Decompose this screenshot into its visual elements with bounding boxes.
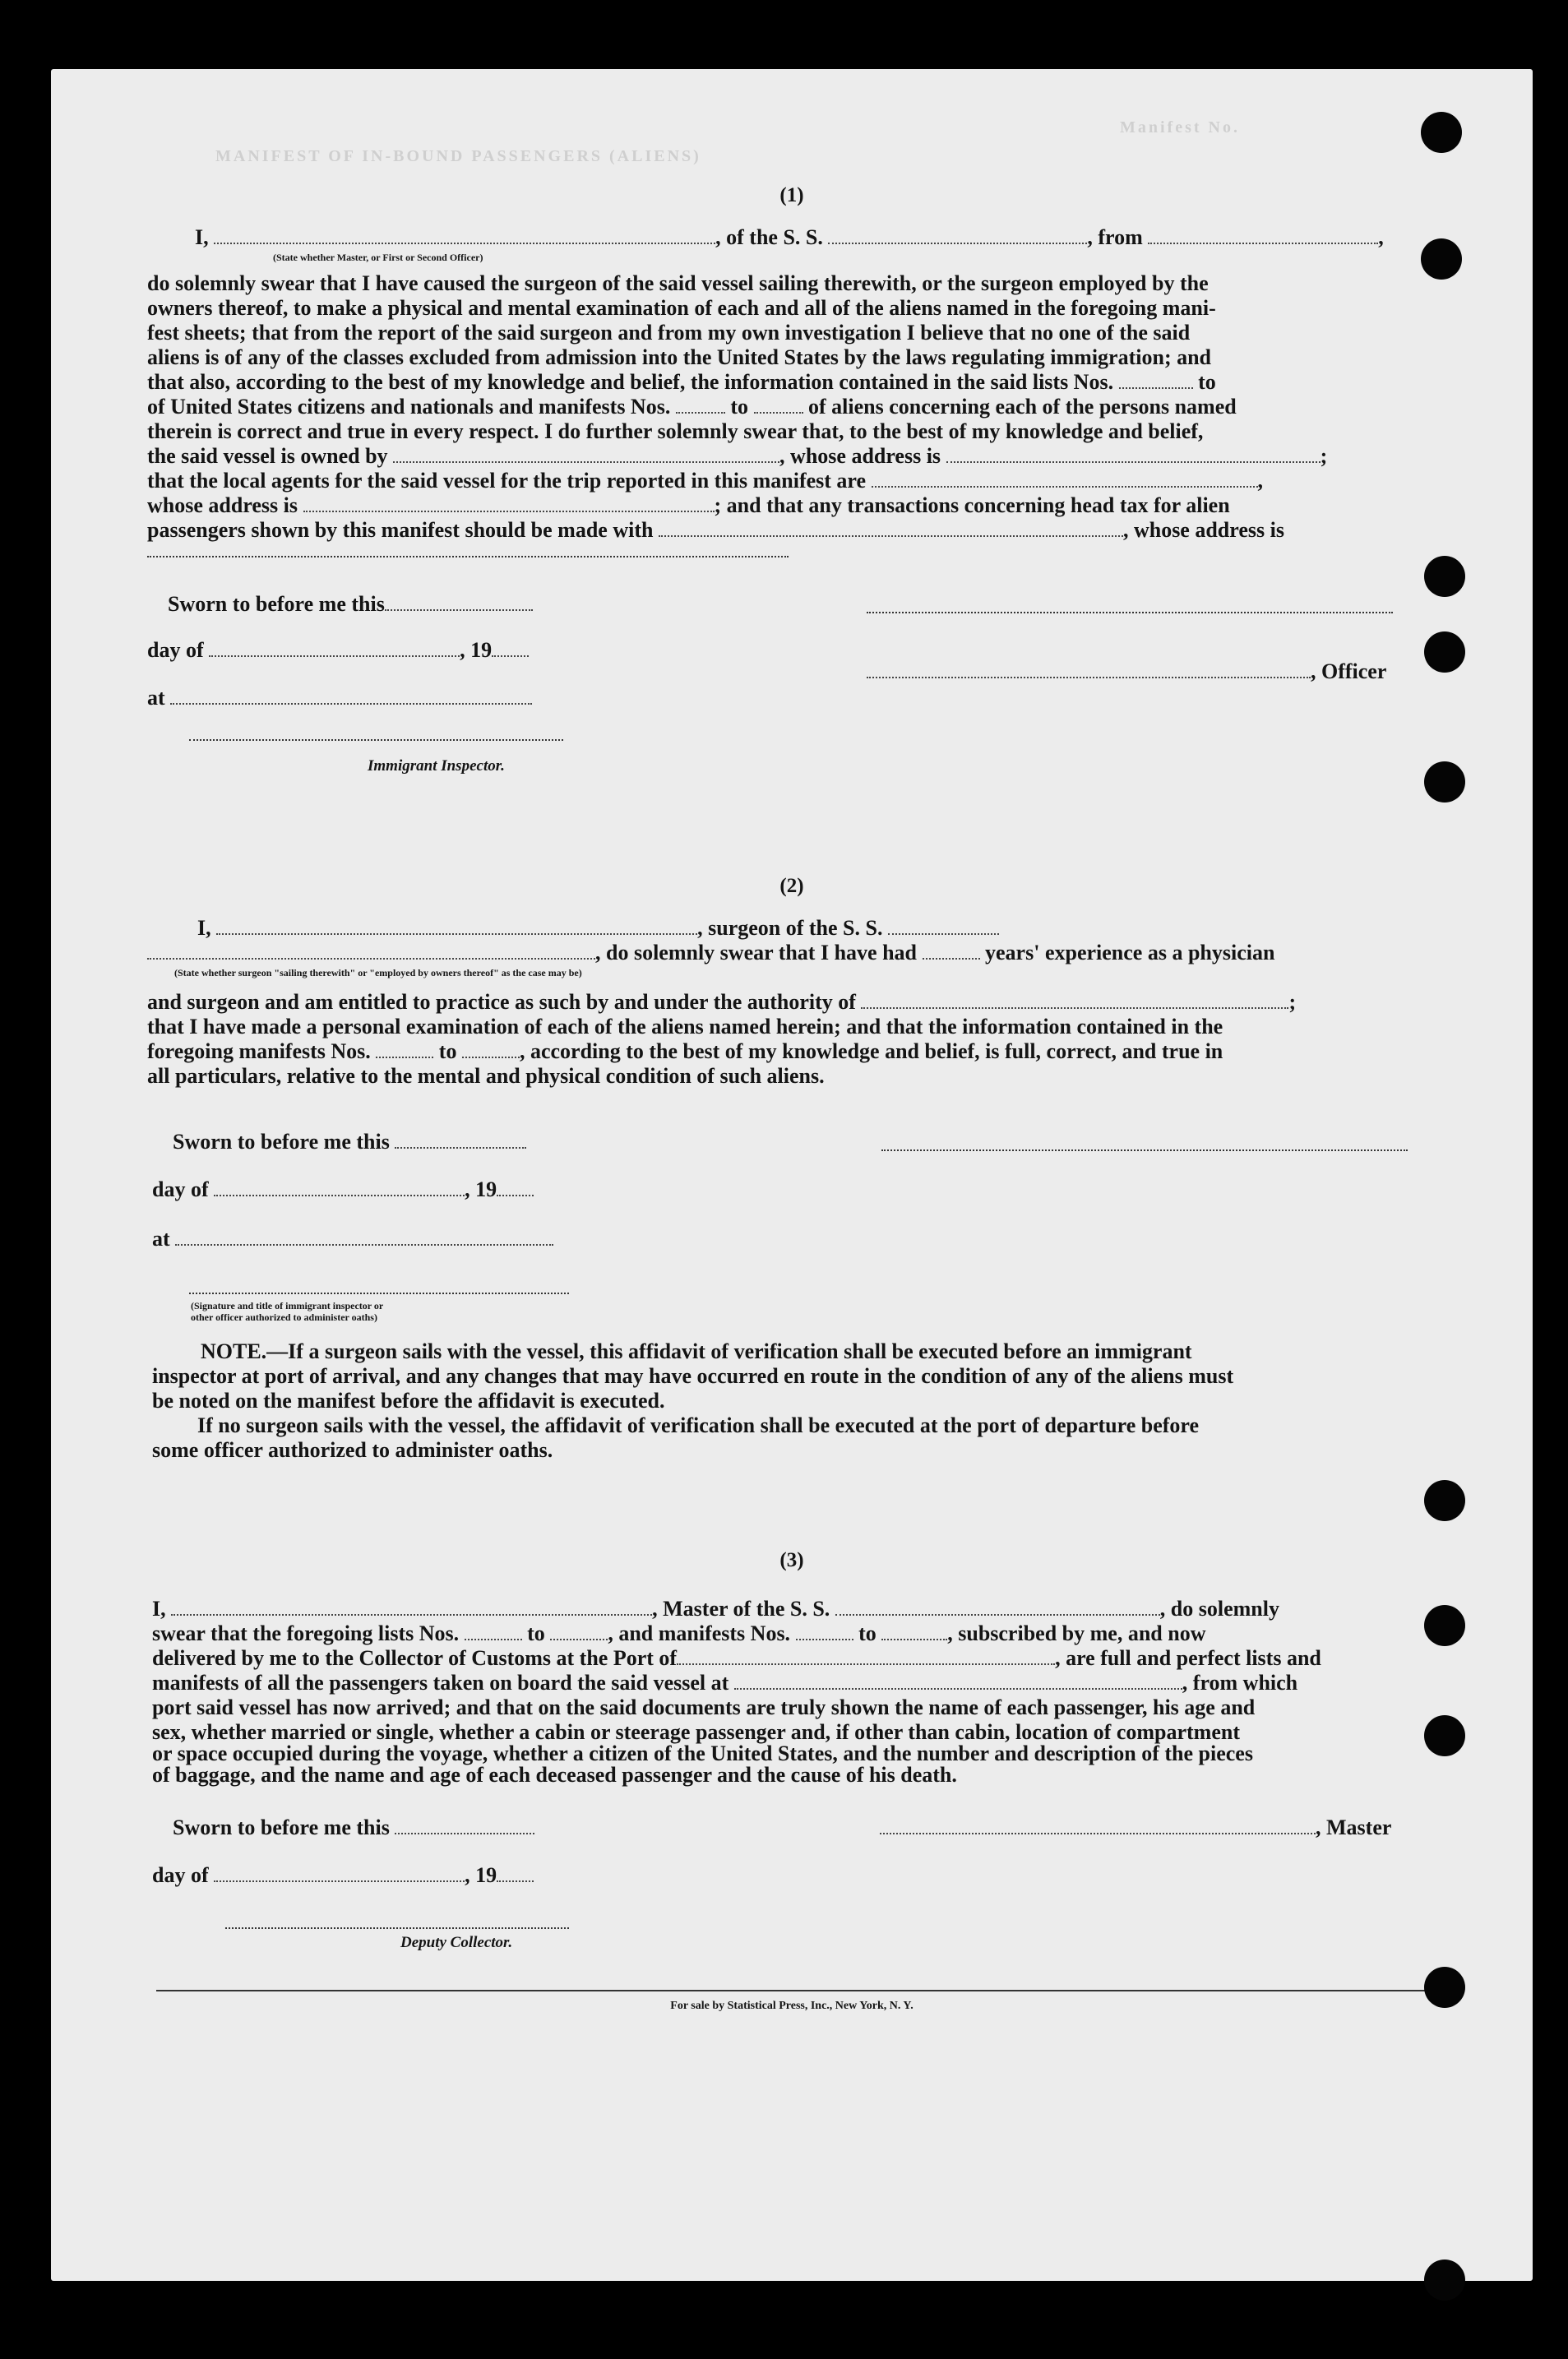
years-experience-field[interactable] [923,943,980,960]
s2-ship-name-field[interactable] [888,918,999,935]
s3-collector-caption: Deputy Collector. [400,1934,513,1951]
s3-sworn-day-field[interactable] [395,1818,534,1834]
bleed-through-title: MANIFEST OF IN-BOUND PASSENGERS (ALIENS) [215,147,701,165]
binder-hole-9 [1424,1967,1465,2008]
section-2-number: (2) [779,875,804,897]
s2-at-field[interactable] [175,1229,553,1246]
s3-line-3: delivered by me to the Collector of Customs at the Port of , are full and perfect lists and [152,1646,1321,1670]
lists-from-field[interactable] [1119,372,1193,389]
officer-name-field[interactable] [214,228,715,244]
s3-line-1: I, , Master of the S. S. , do solemnly [152,1597,1279,1621]
s2-line-4: that I have made a personal examination of each of the aliens named herein; and that the information contained in the [147,1015,1223,1038]
s3-line-4: manifests of all the passengers taken on board the said vessel at , from which [152,1671,1298,1695]
ship-name-field[interactable] [828,228,1087,244]
s3-lists-from-field[interactable] [465,1624,522,1640]
s2-sworn-day-field[interactable] [395,1132,526,1149]
s3-collector-signature-line[interactable] [225,1927,569,1929]
binder-hole-6 [1424,1480,1465,1521]
s3-line-6: sex, whether married or single, whether a cabin or steerage passenger and, if other than cabin, location of compartment [152,1720,1240,1744]
departure-port-field[interactable] [734,1673,1182,1690]
s1-line-4: fest sheets; that from the report of the said surgeon and from my own investigation I believe that no one of the said [147,321,1191,345]
s1-line-6: that also, according to the best of my knowledge and belief, the information contained in the said lists Nos. to [147,370,1216,394]
s3-manifests-from-field[interactable] [796,1624,853,1640]
s1-line-2: do solemnly swear that I have caused the surgeon of the said vessel sailing therewith, or the surgeon employed by the [147,271,1209,295]
s3-sworn-line: Sworn to before me this [173,1816,534,1840]
binder-hole-1 [1421,112,1462,153]
s2-day-of-field[interactable] [214,1180,465,1196]
master-name-field[interactable] [171,1599,652,1616]
note-line-2: inspector at port of arrival, and any changes that may have occurred en route in the condition of any of the aliens must [152,1364,1234,1388]
note-line-5: some officer authorized to administer oaths. [152,1438,553,1462]
binder-hole-8 [1424,1715,1465,1756]
s1-sworn-day-field[interactable] [385,594,533,611]
s2-line-3: and surgeon and am entitled to practice as such by and under the authority of ; [147,990,1297,1014]
s1-officer-signature-line[interactable] [867,612,1393,613]
s2-surgeon-hint: (State whether surgeon "sailing therewith" or "employed by owners thereof" as the case may be) [174,967,582,978]
note-line-4: If no surgeon sails with the vessel, the affidavit of verification shall be executed at the port of departure before [197,1413,1200,1437]
s2-year-field[interactable] [497,1180,534,1196]
s3-year-field[interactable] [497,1866,534,1882]
s2-sworn-line: Sworn to before me this [173,1130,526,1154]
s1-sworn-line: Sworn to before me this [168,592,533,617]
binder-hole-10 [1424,2260,1465,2301]
s1-line-1: I, , of the S. S. , from , [195,225,1384,249]
s2-line-5: foregoing manifests Nos. to , according to the best of my knowledge and belief, is full, correct, and true in [147,1039,1223,1063]
binder-hole-2 [1421,238,1462,280]
s1-inspector-signature-line[interactable] [189,739,563,741]
s2-at-line: at [152,1227,553,1251]
s1-line-7: of United States citizens and nationals and manifests Nos. to of aliens concerning each of the persons named [147,395,1237,419]
s1-inspector-caption: Immigrant Inspector. [368,757,505,775]
s1-year-field[interactable] [492,641,529,657]
note-line-3: be noted on the manifest before the affidavit is executed. [152,1389,665,1413]
s1-line-5: aliens is of any of the classes excluded from admission into the United States by the laws regulating immigration; and [147,345,1212,369]
surgeon-name-field[interactable] [216,918,697,935]
s3-day-of-field[interactable] [214,1866,465,1882]
port-of-field[interactable] [677,1649,1055,1665]
s3-line-5: port said vessel has now arrived; and that on the said documents are truly shown the name of each passenger, his age and [152,1695,1256,1719]
s2-manifests-to-field[interactable] [462,1042,520,1058]
s3-line-2: swear that the foregoing lists Nos. to , and manifests Nos. to , subscribed by me, and now [152,1621,1206,1645]
vessel-owner-field[interactable] [393,446,779,463]
s2-signature-caption-1: (Signature and title of immigrant inspector or [191,1300,384,1311]
s3-line-7: or space occupied during the voyage, whether a citizen of the United States, and the number and description of the pieces [152,1741,1253,1765]
s1-day-line: day of , 19 [147,638,529,663]
s2-line-2: , do solemnly swear that I have had years' experience as a physician [147,941,1274,965]
note-line-1: NOTE.—If a surgeon sails with the vessel, this affidavit of verification shall be executed before an immigrant [201,1339,1192,1363]
section-3-number: (3) [779,1549,804,1571]
s2-day-line: day of , 19 [152,1177,534,1202]
s1-line-8: therein is correct and true in every respect. I do further solemnly swear that, to the best of my knowledge and belief, [147,419,1204,443]
bleed-through-number: Manifest No. [1120,118,1240,136]
s1-line-11: whose address is ; and that any transactions concerning head tax for alien [147,493,1230,517]
s3-master-signature-field[interactable] [880,1818,1316,1834]
s2-officer-signature-line[interactable] [189,1293,569,1294]
binder-hole-7 [1424,1605,1465,1646]
s3-line-8: of baggage, and the name and age of each deceased passenger and the cause of his death. [152,1763,957,1787]
s2-line-1: I, , surgeon of the S. S. [197,916,999,941]
manifests-from-field[interactable] [676,397,725,414]
surgeon-status-field[interactable] [147,943,595,960]
s2-surgeon-signature-line[interactable] [881,1149,1408,1151]
from-port-field[interactable] [1148,228,1378,244]
s1-officer-line: , Officer [867,659,1386,684]
owner-address-field[interactable] [946,446,1321,463]
s3-ship-name-field[interactable] [835,1599,1160,1616]
s3-lists-to-field[interactable] [550,1624,608,1640]
s1-line-3: owners thereof, to make a physical and mental examination of each and all of the aliens named in the foregoing mani- [147,296,1216,320]
manifests-to-field[interactable] [754,397,803,414]
s1-day-of-field[interactable] [209,641,460,657]
form-page [51,69,1533,2281]
agents-address-field[interactable] [303,496,715,512]
local-agents-field[interactable] [872,471,1258,488]
publisher-footer: For sale by Statistical Press, Inc., New York, N. Y. [670,2000,914,2012]
s1-at-line: at [147,686,532,710]
s3-master-line: , Master [880,1816,1391,1840]
head-tax-contact-field[interactable] [659,520,1123,537]
s3-day-line: day of , 19 [152,1863,534,1888]
s1-line-10: that the local agents for the said vessel for the trip reported in this manifest are , [147,469,1264,493]
s2-signature-caption-2: other officer authorized to administer oaths) [191,1311,377,1323]
s1-line-12: passengers shown by this manifest should be made with , whose address is [147,518,1284,542]
s1-officer-hint: (State whether Master, or First or Second Officer) [273,252,483,263]
footer-rule [156,1990,1455,1991]
section-1-number: (1) [779,184,804,206]
s3-manifests-to-field[interactable] [881,1624,947,1640]
s1-officer-name-field[interactable] [867,662,1311,678]
head-tax-address-field[interactable] [147,556,789,557]
s2-line-6: all particulars, relative to the mental and physical condition of such aliens. [147,1064,825,1088]
binder-hole-5 [1424,761,1465,803]
s1-line-9: the said vessel is owned by , whose address is ; [147,444,1328,468]
s2-manifests-from-field[interactable] [376,1042,433,1058]
s1-at-field[interactable] [170,688,532,705]
practice-authority-field[interactable] [861,992,1288,1009]
binder-hole-4 [1424,631,1465,673]
binder-hole-3 [1424,556,1465,597]
